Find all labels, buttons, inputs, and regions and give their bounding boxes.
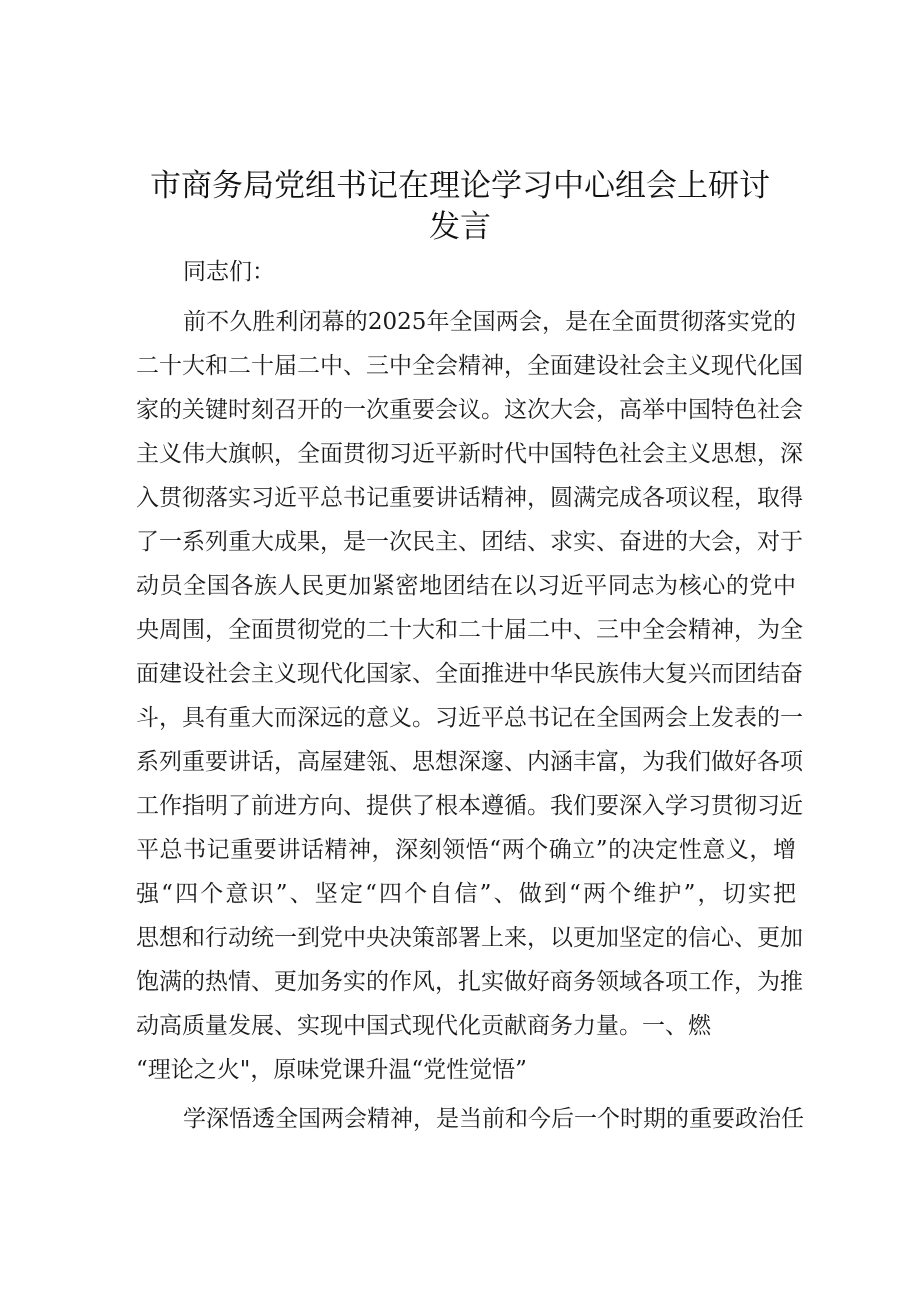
paragraph-1-line: 前不久胜利闭幕的2025年全国两会，是在全面贯彻落实党的: [183, 309, 796, 335]
paragraph-1-line: 强“四个意识”、坚定“四个自信”、做到“两个维护”，切实把: [136, 881, 796, 907]
paragraph-1-line: 平总书记重要讲话精神，深刻领悟“两个确立”的决定性意义，增: [136, 837, 796, 863]
paragraph-1-line: 二十大和二十届二中、三中全会精神，全面建设社会主义现代化国: [136, 353, 803, 379]
paragraph-1-line: 思想和行动统一到党中央决策部署上来，以更加坚定的信心、更加: [136, 925, 803, 951]
paragraph-1-line: 央周围，全面贯彻党的二十大和二十届二中、三中全会精神，为全: [136, 617, 803, 643]
paragraph-1-line: 动员全国各族人民更加紧密地团结在以习近平同志为核心的党中: [136, 573, 796, 599]
document-title-line-2: 发言: [429, 209, 491, 245]
document-title-line-1: 市商务局党组书记在理论学习中心组会上研讨: [150, 168, 770, 204]
paragraph-2-line: 学深悟透全国两会精神，是当前和今后一个时期的重要政治任: [183, 1106, 804, 1132]
paragraph-1-line: 入贯彻落实习近平总书记重要讲话精神，圆满完成各项议程，取得: [136, 485, 803, 511]
paragraph-1-line: 家的关键时刻召开的一次重要会议。这次大会，高举中国特色社会: [136, 397, 803, 423]
salutation: 同志们：: [183, 259, 275, 285]
paragraph-1-line: 动高质量发展、实现中国式现代化贡献商务力量。一、燃: [136, 1013, 711, 1039]
paragraph-1-line: 面建设社会主义现代化国家、全面推进中华民族伟大复兴而团结奋: [136, 661, 803, 687]
paragraph-1-line: 斗，具有重大而深远的意义。习近平总书记在全国两会上发表的一: [136, 705, 803, 731]
paragraph-1-line: 工作指明了前进方向、提供了根本遵循。我们要深入学习贯彻习近: [136, 793, 803, 819]
section-heading-1: “理论之火"，原味党课升温“党性觉悟”: [136, 1057, 527, 1083]
paragraph-1-line: 系列重要讲话，高屋建瓴、思想深邃、内涵丰富，为我们做好各项: [136, 749, 803, 775]
paragraph-1-line: 了一系列重大成果，是一次民主、团结、求实、奋进的大会，对于: [136, 529, 803, 555]
paragraph-1-line: 饱满的热情、更加务实的作风，扎实做好商务领域各项工作，为推: [136, 969, 803, 995]
paragraph-1-line: 主义伟大旗帜，全面贯彻习近平新时代中国特色社会主义思想，深: [136, 441, 803, 467]
